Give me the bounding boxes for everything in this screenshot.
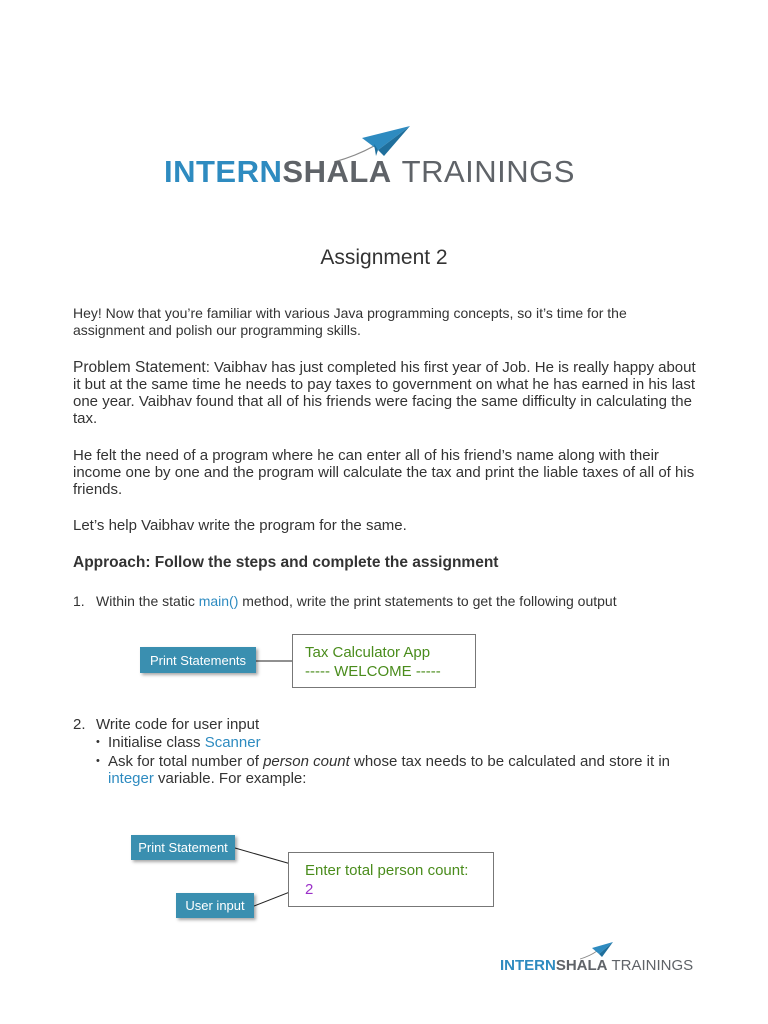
bullet-person-count [96, 753, 696, 787]
output-line-title: Tax Calculator App [305, 644, 431, 661]
bullet-1-code: Scanner [204, 734, 261, 751]
footer-logo-shala: SHALA [555, 957, 608, 974]
page-title: Assignment 2 [320, 246, 448, 269]
bullet-scanner [96, 734, 696, 751]
help-paragraph: Let’s help Vaibhav write the program for the same. [73, 517, 407, 534]
bullet-2-em: person count [263, 753, 350, 770]
bullet-2-mid: whose tax needs to be calculated and store it in [349, 753, 671, 770]
output-line-welcome: ----- WELCOME ----- [305, 663, 441, 680]
footer-logo [500, 957, 693, 974]
logo-shala: SHALA [282, 154, 392, 189]
intro-paragraph: Hey! Now that you’re familiar with various Java programming concepts, so it’s time for the assignment and polish our programming skills. [73, 305, 627, 338]
step-1-code: main() [198, 593, 239, 609]
problem-label: Problem Statement [73, 359, 206, 376]
step-1-number: 1. [73, 593, 85, 609]
step-1-post: method, write the print statements to get the following output [238, 593, 617, 609]
bullet-2-post: variable. For example: [153, 770, 307, 787]
print-statement-tag: Print Statement [131, 835, 235, 860]
felt-paragraph: He felt the need of a program where he can enter all of his friend’s name along with their income one by one and the program will calculate the tax and print the liable taxes of all of his friends. [73, 447, 695, 498]
output-line-input: 2 [305, 881, 314, 898]
output-line-prompt: Enter total person count: [305, 862, 469, 879]
header-logo [164, 154, 575, 190]
bullet-1-pre: Initialise class [108, 734, 205, 751]
logo-trainings: TRAININGS [401, 154, 575, 189]
step-2 [73, 716, 259, 733]
footer-logo-trainings: TRAININGS [611, 957, 694, 974]
approach-heading: Approach: Follow the steps and complete the assignment [73, 554, 499, 571]
step-1-pre: Within the static [96, 593, 199, 609]
bullet-dot-icon: • [96, 755, 100, 767]
bullet-dot-icon: • [96, 736, 100, 748]
step-2-text: Write code for user input [96, 716, 260, 733]
footer-logo-intern: INTERN [500, 957, 556, 974]
user-input-tag: User input [176, 893, 254, 918]
output-box-1 [292, 634, 476, 688]
step-2-number: 2. [73, 716, 86, 733]
step-1 [73, 593, 617, 609]
logo-intern: INTERN [164, 154, 283, 189]
output-box-2 [288, 852, 494, 907]
print-statements-tag: Print Statements [140, 647, 256, 673]
problem-statement [73, 359, 698, 427]
bullet-2-pre: Ask for total number of [108, 753, 264, 770]
problem-text: : Vaibhav has just completed his first year of Job. He is really happy about it but at the same time he needs to pay taxes to government on what he has earned in his last one year. Vaibhav found that all of his friends were facing the same difficulty in calculating the tax. [73, 359, 696, 427]
bullet-2-code: integer [108, 770, 154, 787]
